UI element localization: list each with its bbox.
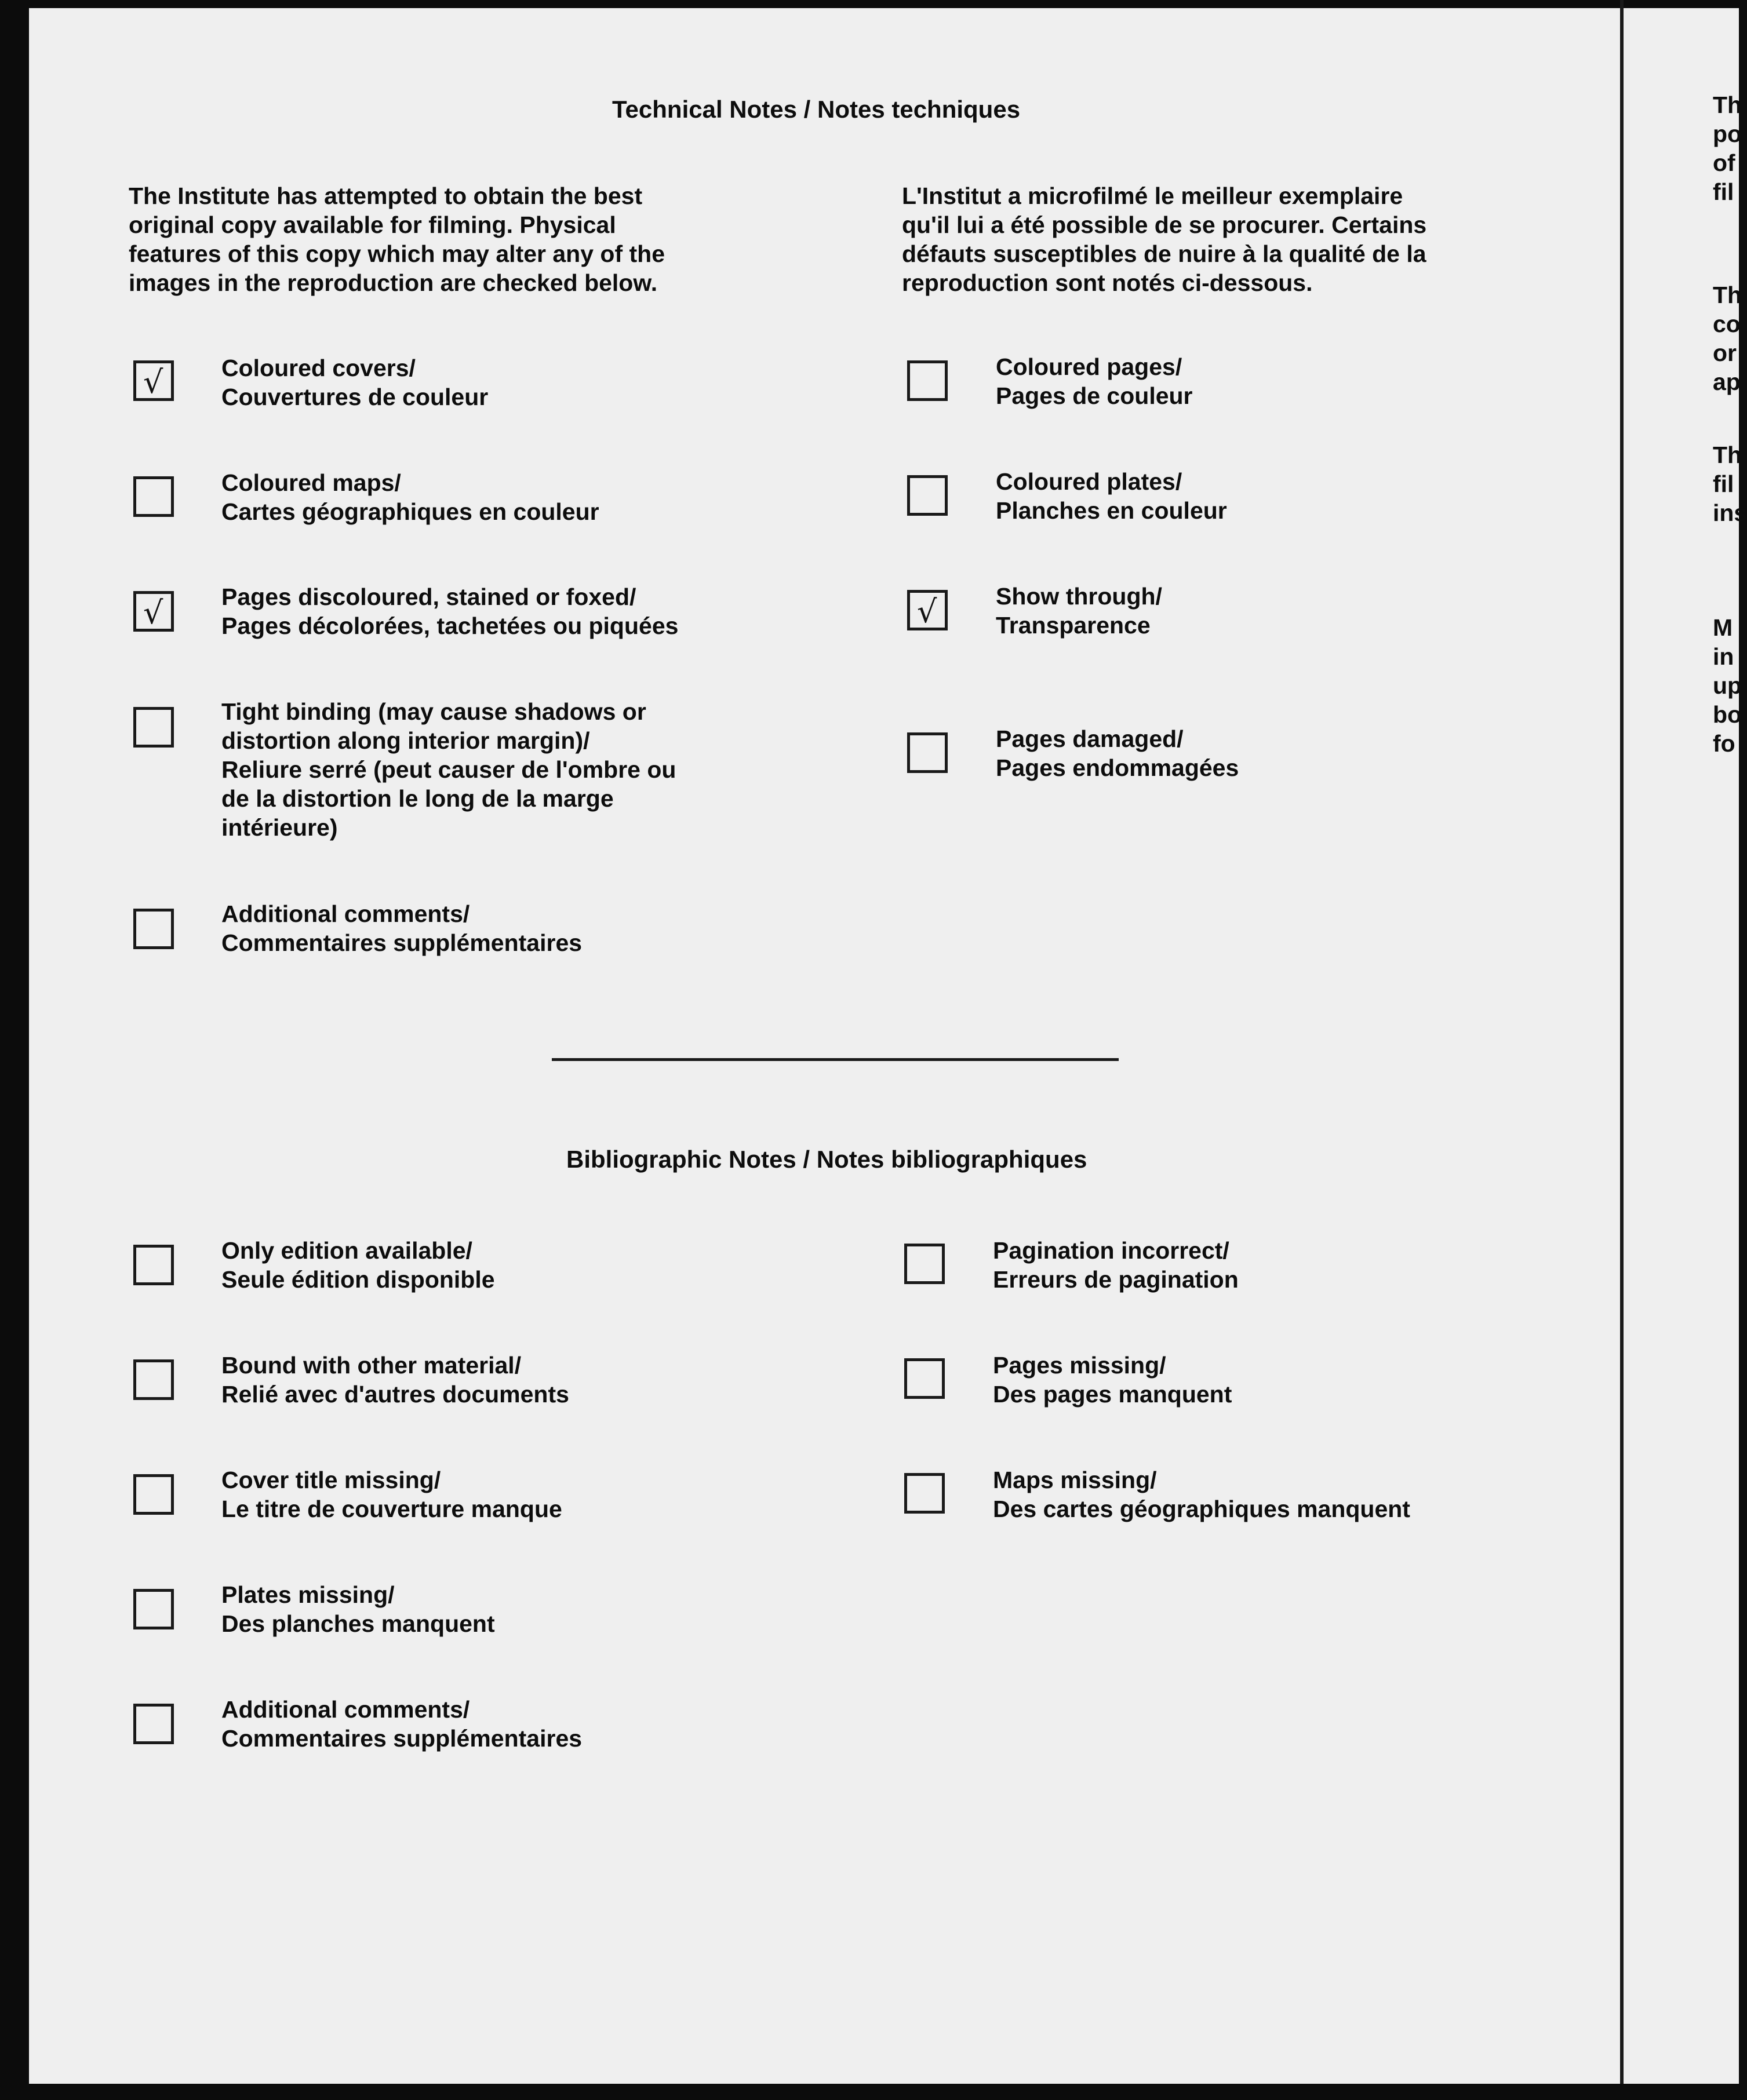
- item-label: Coloured covers/: [221, 355, 416, 381]
- checkbox-pagination-incorrect[interactable]: [904, 1244, 945, 1284]
- item-label: Commentaires supplémentaires: [221, 1725, 583, 1752]
- checkbox-only-edition[interactable]: [133, 1245, 174, 1285]
- item-label: Couvertures de couleur: [221, 384, 489, 410]
- intro-en-line: features of this copy which may alter any of the: [129, 240, 665, 267]
- item-label: Des pages manquent: [993, 1381, 1232, 1408]
- item-label: Cartes géographiques en couleur: [221, 498, 599, 525]
- item-label: Show through/: [996, 583, 1162, 610]
- item-label: Coloured pages/: [996, 353, 1182, 380]
- scan-bottom-edge: [0, 2084, 1739, 2100]
- item-label: Pages discoloured, stained or foxed/: [221, 584, 636, 610]
- fragment-text: fil: [1713, 471, 1734, 497]
- technical-notes-heading: Technical Notes / Notes techniques: [612, 96, 1021, 123]
- item-label: Plates missing/: [221, 1581, 395, 1608]
- intro-en-line: original copy available for filming. Physical: [129, 212, 616, 238]
- item-label: Coloured maps/: [221, 469, 401, 496]
- item-label: Seule édition disponible: [221, 1266, 495, 1293]
- item-label: Commentaires supplémentaires: [221, 929, 583, 956]
- item-label: de la distortion le long de la marge: [221, 785, 614, 812]
- fragment-text: Th: [1713, 442, 1742, 468]
- item-label: Planches en couleur: [996, 497, 1227, 524]
- bibliographic-notes-heading: Bibliographic Notes / Notes bibliographiques: [566, 1146, 1087, 1173]
- page-gutter: [1620, 0, 1624, 2098]
- item-label: Transparence: [996, 612, 1151, 639]
- checkbox-coloured-covers[interactable]: [133, 360, 174, 401]
- checkbox-show-through[interactable]: [907, 590, 948, 630]
- check-mark-icon: √: [917, 593, 937, 630]
- item-label: Pagination incorrect/: [993, 1237, 1229, 1264]
- fragment-text: Th: [1713, 92, 1742, 118]
- fragment-text: fil: [1713, 178, 1734, 205]
- fragment-text: fo: [1713, 730, 1735, 757]
- checkbox-additional-comments-bib[interactable]: [133, 1704, 174, 1744]
- item-label: Des planches manquent: [221, 1610, 495, 1637]
- check-mark-icon: √: [143, 595, 163, 631]
- item-label: Erreurs de pagination: [993, 1266, 1239, 1293]
- fragment-text: Th: [1713, 282, 1742, 308]
- checkbox-pages-missing[interactable]: [904, 1358, 945, 1399]
- item-label: Pages damaged/: [996, 725, 1184, 752]
- fragment-text: up: [1713, 672, 1742, 699]
- item-label: Tight binding (may cause shadows or: [221, 698, 646, 725]
- item-label: Cover title missing/: [221, 1467, 441, 1493]
- checkbox-additional-comments[interactable]: [133, 909, 174, 949]
- fragment-text: in: [1713, 643, 1734, 670]
- intro-en-line: The Institute has attempted to obtain the best: [129, 183, 643, 209]
- item-label: Des cartes géographiques manquent: [993, 1496, 1410, 1522]
- fragment-text: po: [1713, 121, 1742, 147]
- checkbox-bound-with[interactable]: [133, 1359, 174, 1400]
- scanned-page: [29, 8, 1747, 2084]
- item-label: Pages décolorées, tachetées ou piquées: [221, 612, 679, 639]
- item-label: Pages endommagées: [996, 754, 1239, 781]
- item-label: Maps missing/: [993, 1467, 1157, 1493]
- fragment-text: co: [1713, 311, 1741, 337]
- checkbox-maps-missing[interactable]: [904, 1473, 945, 1514]
- checkbox-tight-binding[interactable]: [133, 707, 174, 748]
- item-label: Coloured plates/: [996, 468, 1182, 495]
- fragment-text: bo: [1713, 701, 1742, 728]
- item-label: Pages de couleur: [996, 382, 1193, 409]
- item-label: Relié avec d'autres documents: [221, 1381, 569, 1408]
- fragment-text: ap: [1713, 369, 1741, 395]
- fragment-text: M: [1713, 614, 1733, 641]
- checkbox-pages-discoloured[interactable]: [133, 591, 174, 632]
- item-label: intérieure): [221, 814, 338, 841]
- checkbox-cover-title-missing[interactable]: [133, 1474, 174, 1515]
- item-label: Bound with other material/: [221, 1352, 522, 1379]
- item-label: Pages missing/: [993, 1352, 1166, 1379]
- item-label: Only edition available/: [221, 1237, 472, 1264]
- checkbox-coloured-plates[interactable]: [907, 475, 948, 516]
- checkbox-coloured-maps[interactable]: [133, 476, 174, 517]
- intro-fr-line: L'Institut a microfilmé le meilleur exemplaire: [902, 183, 1403, 209]
- checkbox-plates-missing[interactable]: [133, 1589, 174, 1629]
- intro-en-line: images in the reproduction are checked below.: [129, 269, 658, 296]
- intro-fr-line: qu'il lui a été possible de se procurer. Certains: [902, 212, 1427, 238]
- section-divider: [552, 1058, 1119, 1061]
- fragment-text: or: [1713, 340, 1737, 366]
- item-label: Reliure serré (peut causer de l'ombre ou: [221, 756, 676, 783]
- fragment-text: of: [1713, 150, 1735, 176]
- intro-fr-line: défauts susceptibles de nuire à la qualité de la: [902, 240, 1426, 267]
- fragment-text: ins: [1713, 500, 1747, 526]
- item-label: distortion along interior margin)/: [221, 727, 590, 754]
- item-label: Additional comments/: [221, 1696, 470, 1723]
- checkbox-pages-damaged[interactable]: [907, 732, 948, 773]
- intro-fr-line: reproduction sont notés ci-dessous.: [902, 269, 1313, 296]
- check-mark-icon: √: [143, 364, 163, 400]
- item-label: Additional comments/: [221, 900, 470, 927]
- item-label: Le titre de couverture manque: [221, 1496, 562, 1522]
- checkbox-coloured-pages[interactable]: [907, 360, 948, 401]
